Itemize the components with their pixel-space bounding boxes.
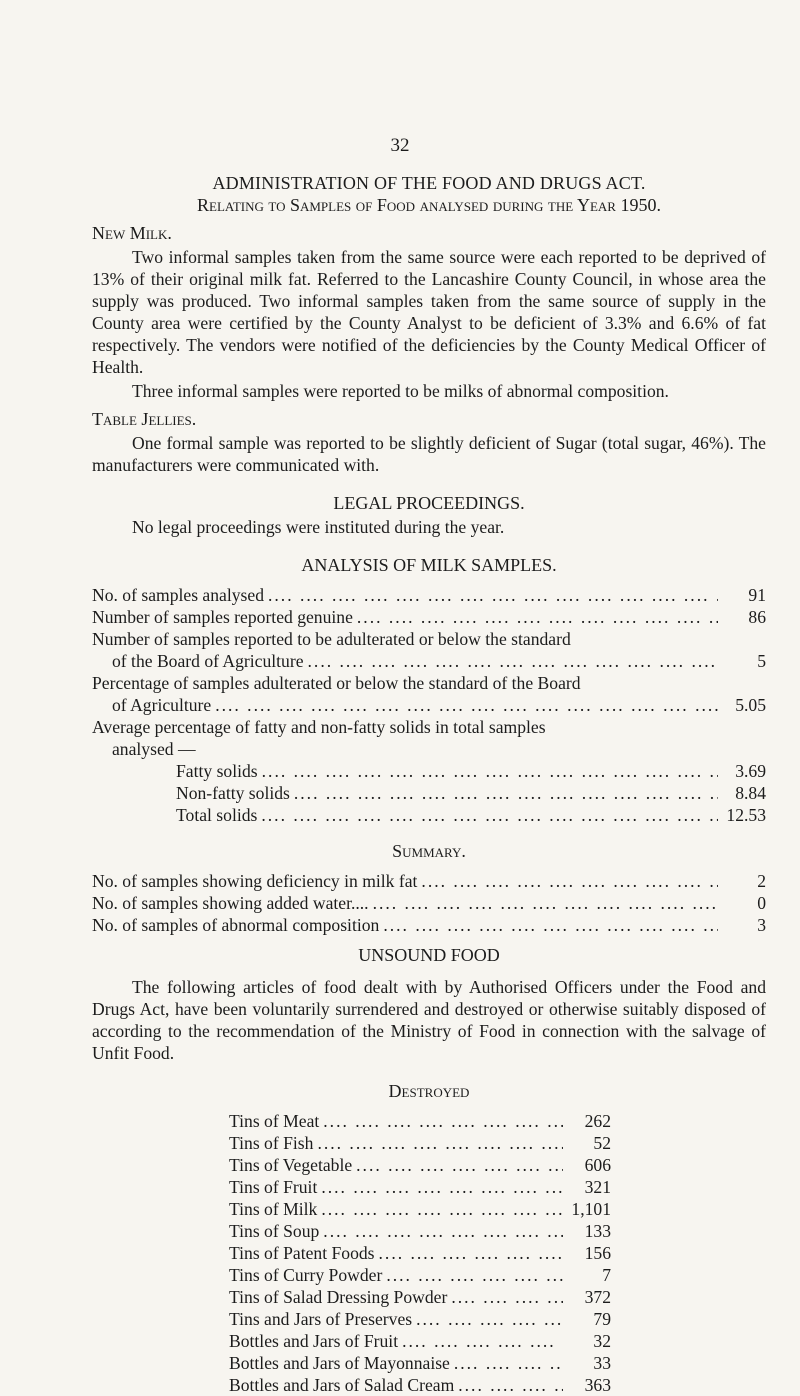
destroyed-item-label: Tins of Fish [229, 1133, 314, 1153]
new-milk-paragraph-2: Three informal samples were reported to be milks of abnormal composition. [132, 381, 669, 401]
destroyed-item-label: Tins and Jars of Preserves [229, 1309, 413, 1329]
destroyed-item-value: 32 [593, 1331, 611, 1351]
analysis-row-label: of the Board of Agriculture [112, 651, 304, 671]
unsound-food-heading: UNSOUND FOOD [358, 945, 500, 965]
analysis-row-label: of Agriculture [112, 695, 212, 715]
destroyed-item-label: Bottles and Jars of Salad Cream [229, 1375, 455, 1395]
analysis-row-label: Non-fatty solids [176, 783, 290, 803]
analysis-row-percentage [92, 694, 766, 716]
page-number: 32 [390, 135, 410, 156]
destroyed-item-value: 321 [584, 1177, 611, 1197]
analysis-row-label: No. of samples analysed [92, 585, 264, 605]
legal-proceedings-paragraph: No legal proceedings were instituted during the year. [132, 517, 505, 537]
destroyed-item-row [229, 1352, 611, 1374]
analysis-row-value: 5.05 [735, 695, 766, 715]
summary-row-label: No. of samples of abnormal composition [92, 915, 380, 935]
destroyed-item-label: Bottles and Jars of Fruit [229, 1331, 399, 1351]
summary-heading: Summary. [392, 841, 466, 861]
analysis-row-percentage-label: Percentage of samples adulterated or below the standard of the Board [92, 673, 581, 693]
destroyed-item-label: Tins of Soup [229, 1221, 320, 1241]
destroyed-item-label: Tins of Salad Dressing Powder [229, 1287, 448, 1307]
analysis-row-value: 3.69 [735, 761, 766, 781]
destroyed-item-value: 606 [584, 1155, 611, 1175]
destroyed-heading: Destroyed [388, 1081, 470, 1101]
destroyed-list [229, 1110, 611, 1396]
summary-row-value: 0 [757, 893, 766, 913]
analysis-row-value: 91 [748, 585, 766, 605]
table-jellies-heading: Table Jellies. [92, 409, 197, 429]
destroyed-item-label: Bottles and Jars of Mayonnaise [229, 1353, 450, 1373]
analysis-row-genuine [92, 606, 766, 628]
destroyed-item-row [229, 1286, 611, 1308]
summary-row-label: No. of samples showing deficiency in milk fat [92, 871, 418, 891]
destroyed-item-row [229, 1154, 611, 1176]
destroyed-item-row [229, 1374, 611, 1396]
analysis-heading: ANALYSIS OF MILK SAMPLES. [301, 555, 557, 575]
destroyed-item-label: Tins of Milk [229, 1199, 318, 1219]
destroyed-item-label: Tins of Fruit [229, 1177, 318, 1197]
analysis-row-samples-analysed [92, 584, 766, 606]
destroyed-item-value: 363 [584, 1375, 611, 1395]
page-subtitle: Relating to Samples of Food analysed during the Year 1950. [197, 195, 661, 215]
analysis-row-adulterated-label: Number of samples reported to be adulterated or below the standard [92, 629, 571, 649]
destroyed-item-row [229, 1132, 611, 1154]
destroyed-item-row [229, 1220, 611, 1242]
destroyed-item-value: 52 [593, 1133, 611, 1153]
destroyed-item-value: 156 [584, 1243, 611, 1263]
destroyed-item-row [229, 1176, 611, 1198]
destroyed-item-value: 79 [593, 1309, 611, 1329]
destroyed-item-row [229, 1330, 611, 1352]
analysis-row-value: 86 [748, 607, 766, 627]
analysis-average-label-cont: analysed — [112, 739, 196, 759]
destroyed-item-value: 133 [584, 1221, 611, 1241]
legal-proceedings-heading: LEGAL PROCEEDINGS. [333, 493, 525, 513]
destroyed-item-row [229, 1110, 611, 1132]
summary-row-milk-fat [92, 870, 766, 892]
destroyed-item-row [229, 1242, 611, 1264]
analysis-row-label: Number of samples reported genuine [92, 607, 353, 627]
new-milk-heading: New Milk. [92, 223, 172, 243]
analysis-row-fatty-solids [92, 760, 766, 782]
analysis-row-total-solids [92, 804, 766, 826]
summary-row-value: 2 [757, 871, 766, 891]
destroyed-item-value: 262 [584, 1111, 611, 1131]
analysis-row-label: Total solids [176, 805, 258, 825]
summary-row-label: No. of samples showing added water.... [92, 893, 369, 913]
table-jellies-paragraph: One formal sample was reported to be slightly deficient of Sugar (total sugar, 46%). The manufacturers were communicated with. [92, 433, 766, 475]
destroyed-item-row [229, 1264, 611, 1286]
analysis-row-value: 8.84 [735, 783, 766, 803]
new-milk-paragraph-1: Two informal samples taken from the same source were each reported to be deprived of 13% of their original milk fat. Referred to the Lancashire County Council, in whose area the supply was produced. Two informal samples taken from the same source of supply in the County area were certified by the County Analyst to be deficient of 3.3% and 6.6% of fat respectively. The vendors were notified of the deficiencies by the County Medical Officer of Health. [92, 247, 766, 377]
unsound-food-paragraph: The following articles of food dealt with by Authorised Officers under the Food and Drugs Act, have been voluntarily surrendered and destroyed or otherwise suitably disposed of according to the recommendation of the Ministry of Food in connection with the salvage of Unfit Food. [92, 977, 766, 1063]
analysis-row-adulterated [92, 650, 766, 672]
analysis-row-label: Fatty solids [176, 761, 258, 781]
summary-row-abnormal [92, 914, 766, 936]
destroyed-item-value: 372 [584, 1287, 611, 1307]
destroyed-item-row [229, 1308, 611, 1330]
destroyed-item-label: Tins of Curry Powder [229, 1265, 383, 1285]
destroyed-item-row [229, 1198, 611, 1220]
analysis-average-label: Average percentage of fatty and non-fatty solids in total samples [92, 717, 546, 737]
destroyed-item-value: 33 [593, 1353, 611, 1373]
destroyed-item-value: 1,101 [571, 1199, 611, 1219]
page-title: ADMINISTRATION OF THE FOOD AND DRUGS ACT. [212, 173, 646, 193]
analysis-row-value: 12.53 [726, 805, 766, 825]
destroyed-item-label: Tins of Meat [229, 1111, 320, 1131]
analysis-row-non-fatty-solids [92, 782, 766, 804]
analysis-row-value: 5 [757, 651, 766, 671]
page-content [92, 172, 766, 1396]
destroyed-item-label: Tins of Vegetable [229, 1155, 353, 1175]
destroyed-item-label: Tins of Patent Foods [229, 1243, 375, 1263]
destroyed-item-value: 7 [602, 1265, 611, 1285]
summary-row-added-water [92, 892, 766, 914]
summary-row-value: 3 [757, 915, 766, 935]
